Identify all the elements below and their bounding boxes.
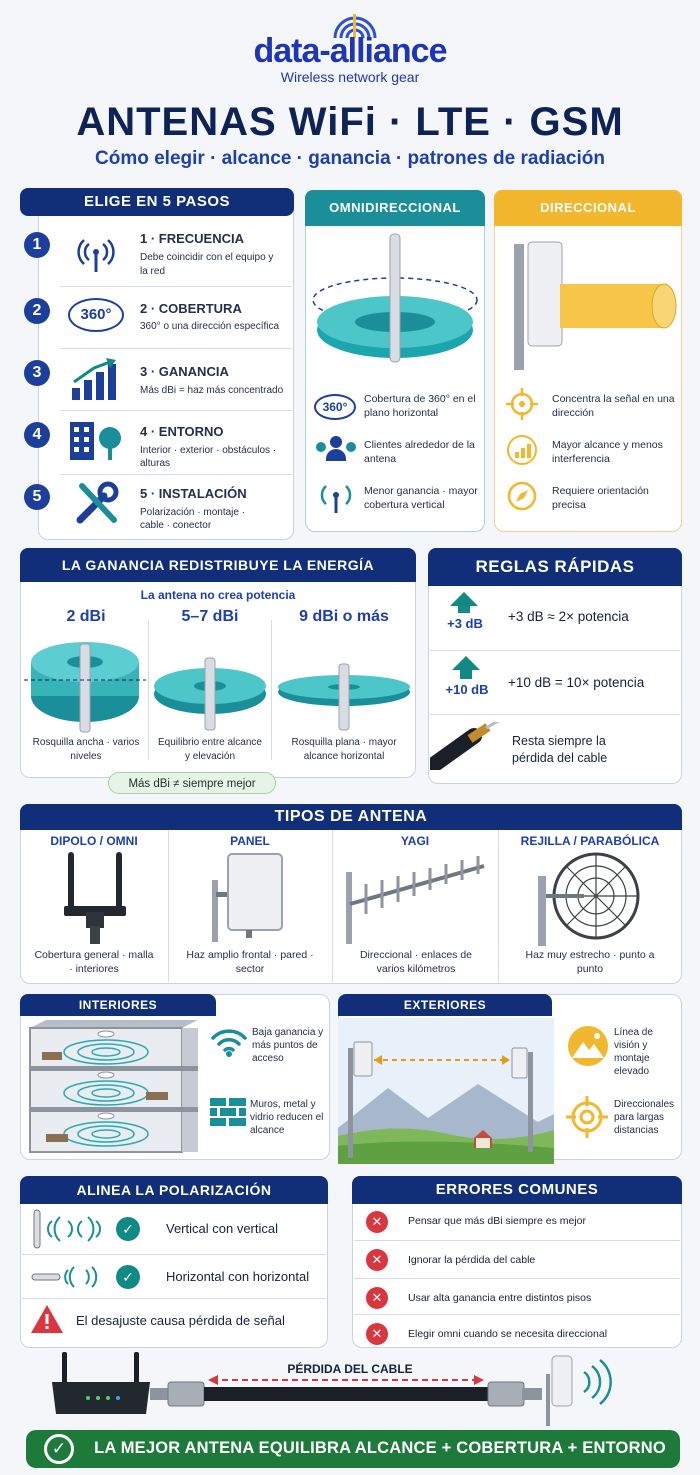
omni-360-icon: 360° [314,394,356,420]
router-illustration [48,1352,154,1418]
rule-badge: +3 dB [447,616,483,631]
x-icon: ✕ [366,1323,388,1345]
step-number: 2 [24,298,50,324]
grid-parabolic-antenna-illustration [534,850,654,946]
building-floors-illustration [26,1018,202,1156]
step-title: 5 · INSTALACIÓN [140,486,247,501]
x-icon: ✕ [366,1249,388,1271]
polarization-warning: El desajuste causa pérdida de señal [76,1313,285,1328]
type-divider [332,830,333,982]
gain-desc: Rosquilla ancha · varios niveles [32,737,140,762]
polarization-divider [22,1298,326,1299]
panel-antenna-illustration [206,852,292,944]
outdoor-header: EXTERIORES [338,994,552,1016]
type-name: YAGI [400,834,430,848]
omni-feature: Menor ganancia · mayor cobertura vertical [364,485,478,511]
directional-pattern-illustration [500,234,678,374]
donut-medium-illustration [150,644,270,734]
antenna-signal-icon [316,480,356,514]
brand-tagline: Wireless network gear [280,69,420,85]
type-name: PANEL [230,834,270,848]
omni-header: OMNIDIRECCIONAL [305,190,485,226]
type-name: REJILLA / PARABÓLICA [520,834,660,848]
error-text: Usar alta ganancia entre distintos pisos [408,1292,592,1304]
brand-name: data-alliance [253,32,447,70]
directional-feature: Requiere orientación precisa [552,485,649,511]
x-icon: ✕ [366,1211,388,1233]
gain-desc: Rosquilla plana · mayor alcance horizontal [291,737,397,762]
outdoor-note: Direccionales para largas distancias [614,1099,675,1136]
step-number: 1 [24,232,50,258]
arrow-up-icon [452,656,480,670]
donut-flat-illustration [274,656,414,736]
type-desc: Cobertura general · malla · interiores [34,949,154,975]
gain-footer-badge: Más dBi ≠ siempre mejor [108,772,276,794]
cable-loss-label: PÉRDIDA DEL CABLE [287,1362,413,1376]
step-title: 3 · GANANCIA [140,364,229,379]
omni-pattern-illustration [310,230,480,370]
x-icon: ✕ [366,1287,388,1309]
gain-col-divider [271,620,272,760]
chart-up-icon [506,434,538,466]
horizontal-antenna-signal-icon [30,1262,106,1292]
indoor-note: Muros, metal y vidrio reducen el alcance [250,1099,324,1136]
polarization-text: Vertical con vertical [166,1221,278,1236]
crosshair-icon [566,1096,608,1138]
outdoor-note: Línea de visión y montaje elevado [614,1027,653,1077]
outdoor-antenna-illustration [540,1354,620,1426]
indoor-note: Baja ganancia y más puntos de acceso [252,1027,324,1064]
error-text: Ignorar la pérdida del cable [408,1254,536,1266]
step-number: 4 [24,422,50,448]
directional-feature: Concentra la señal en una dirección [552,393,675,419]
omni-feature: Cobertura de 360° en el plano horizontal [364,393,476,419]
type-divider [168,830,169,982]
step-divider [60,474,292,475]
compass-icon [506,480,538,512]
people-icon [316,436,356,464]
donut-wide-illustration [22,634,148,734]
steps-header: ELIGE EN 5 PASOS [20,188,294,216]
wifi-icon [210,1026,248,1058]
check-icon: ✓ [116,1265,140,1289]
gain-label: 5–7 dBi [181,608,239,625]
check-circle-icon: ✓ [44,1434,74,1464]
error-text: Pensar que más dBi siempre es mejor [408,1215,586,1227]
polarization-header: ALINEA LA POLARIZACIÓN [20,1176,328,1204]
rule-badge: +10 dB [445,682,489,697]
indoor-header: INTERIORES [20,994,216,1016]
outdoor-link-illustration [338,1018,554,1164]
mountain-sun-icon [566,1024,610,1068]
rule-text: +10 dB = 10× potencia [508,675,645,690]
360-icon: 360° [68,298,124,332]
error-text: Elegir omni cuando se necesita direccional [408,1328,608,1340]
page-subtitle: Cómo elegir · alcance · ganancia · patrones de radiación [95,148,605,169]
rule-divider [430,650,680,651]
rule-text: +3 dB ≈ 2× potencia [508,609,629,624]
directional-header: DIRECCIONAL [494,190,682,226]
polarization-text: Horizontal con horizontal [166,1269,310,1284]
types-header: TIPOS DE ANTENA [20,804,682,830]
check-icon: ✓ [116,1217,140,1241]
omni-feature: Clientes alrededor de la antena [364,439,475,465]
arrow-up-icon [460,669,472,679]
tools-icon [74,480,120,526]
type-desc: Direccional · enlaces de varios kilómetros [359,949,473,975]
step-divider [60,286,292,287]
arrow-up-icon [450,592,478,606]
errors-header: ERRORES COMUNES [352,1176,682,1204]
type-desc: Haz amplio frontal · pared · sector [186,949,314,975]
step-title: 4 · ENTORNO [140,424,224,439]
gain-note: La antena no crea potencia [140,588,296,602]
step-desc: Debe coincidir con el equipo y la red [140,252,274,277]
step-desc: Más dBi = haz más concentrado [140,385,284,396]
step-number: 5 [24,484,50,510]
error-divider [354,1240,680,1241]
yagi-antenna-illustration [340,852,490,944]
dipole-antenna-illustration [56,850,136,945]
coax-cable-illustration [150,1374,542,1414]
warning-icon [30,1304,64,1334]
step-title: 1 · FRECUENCIA [140,231,245,246]
brick-wall-icon [210,1098,246,1126]
banner-text: LA MEJOR ANTENA EQUILIBRA ALCANCE + COBERTURA + ENTORNO [94,1439,666,1457]
directional-feature: Mayor alcance y menos interferencia [552,439,663,465]
step-desc: Interior · exterior · obstáculos · alturas [140,445,277,469]
rules-header: REGLAS RÁPIDAS [428,548,682,586]
gain-header: LA GANANCIA REDISTRIBUYE LA ENERGÍA [20,548,416,582]
step-divider [60,348,292,349]
bottom-banner [26,1430,680,1468]
page-title: ANTENAS WiFi · LTE · GSM [76,100,624,144]
step-number: 3 [24,360,50,386]
step-divider [60,410,292,411]
coax-cable-icon [430,722,502,770]
step-desc: 360° o una dirección específica [140,321,280,332]
error-divider [354,1314,680,1315]
type-desc: Haz muy estrecho · punto a punto [525,949,655,975]
vertical-antenna-signal-icon [30,1208,106,1250]
brand-logo [230,2,470,86]
gain-label: 9 dBi o más [299,608,389,625]
gain-desc: Equilibrio entre alcance y elevación [158,737,262,762]
crosshair-icon [506,388,538,420]
type-divider [498,830,499,982]
rule-text: Resta siempre la pérdida del cable [512,734,608,765]
antenna-signal-icon [70,232,122,274]
building-tree-icon [68,418,124,462]
step-desc: Polarización · montaje · cable · conector [140,507,246,531]
bar-chart-up-icon [70,358,124,402]
polarization-divider [22,1254,326,1255]
step-title: 2 · COBERTURA [140,301,242,316]
error-divider [354,1278,680,1279]
gain-col-divider [148,620,149,760]
arrow-up-icon [458,605,470,613]
rule-divider [430,714,680,715]
gain-label: 2 dBi [66,608,106,625]
type-name: DIPOLO / OMNI [50,834,138,848]
